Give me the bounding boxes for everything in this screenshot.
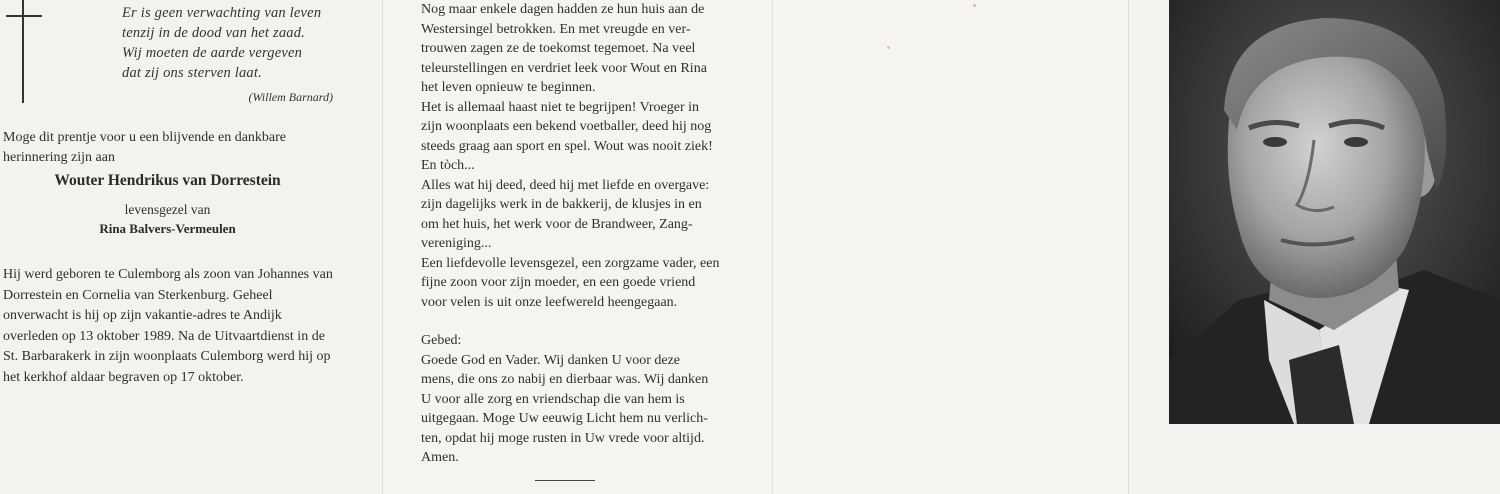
text-line: Een liefdevolle levensgezel, een zorgzame vader, een — [421, 255, 720, 271]
text-line: het leven opnieuw te beginnen. — [421, 80, 596, 95]
portrait-illustration — [1169, 0, 1500, 424]
text-line: zijn dagelijks werk in de bakkerij, de klusjes in en — [421, 197, 702, 212]
poem — [122, 3, 337, 83]
biography: Hij werd geboren te Culemborg als zoon van Johannes van Dorrestein en Cornelia van Sterkenburg. Geheel onverwacht is hij op zijn vakantie-adres te Andijk overleden op 13 oktober 1989. Na de Uitvaartdienst in de St. Barbarakerk in zijn woonplaats Culemborg werd hij op het kerkhof aldaar begraven op 17 oktober. — [3, 267, 333, 385]
text-line: steeds graag aan sport en spel. Wout was nooit ziek! — [421, 138, 713, 154]
paragraph-gap — [421, 312, 751, 331]
text-line: teleurstellingen en verdriet leek voor Wout en Rina — [421, 60, 707, 76]
prayer-line: mens, die ons zo nabij en dierbaar was. Wij danken — [421, 372, 709, 387]
text-line: En tòch... — [421, 158, 475, 173]
text-line: Westersingel betrokken. En met vreugde en ver- — [421, 21, 691, 37]
paper-speck — [887, 46, 890, 49]
portrait-photo — [1169, 0, 1500, 424]
text-line: Het is allemaal haast niet te begrijpen! Vroeger in — [421, 99, 700, 115]
intro-text: Moge dit prentje voor u een blijvende en dankbare herinnering zijn aan — [3, 130, 287, 165]
text-line: voor velen is uit onze leefwereld heengegaan. — [421, 294, 678, 310]
poem-line: dat zij ons sterven laat. — [122, 65, 262, 81]
prayer-line: ten, opdat hij moge rusten in Uw vrede voor altijd. — [421, 430, 705, 446]
poem-author: (Willem Barnard) — [248, 90, 333, 104]
prayer-line: Amen. — [421, 450, 459, 465]
text-line: zijn woonplaats een bekend voetballer, deed hij nog — [421, 119, 712, 134]
text-line: Alles wat hij deed, deed hij met liefde en overgave: — [421, 177, 710, 193]
left-panel — [0, 0, 382, 494]
relation-label: levensgezel van — [124, 202, 211, 217]
poem-line: Wij moeten de aarde vergeven — [122, 45, 303, 61]
prayer-line: U voor alle zorg en vriendschap die van hem is — [421, 391, 685, 407]
text-line: Nog maar enkele dagen hadden ze hun huis aan de — [421, 2, 705, 17]
poem-line: Er is geen verwachting van leven — [122, 5, 322, 21]
photo-panel — [1128, 0, 1500, 494]
poem-line: tenzij in de dood van het zaad. — [122, 25, 305, 41]
text-line: vereniging... — [421, 236, 492, 251]
paper-speck — [973, 4, 976, 7]
closing-rule — [535, 480, 595, 481]
text-line: trouwen zagen ze de toekomst tegemoet. Na veel — [421, 41, 696, 56]
deceased-name: Wouter Hendrikus van Dorrestein — [54, 172, 281, 189]
prayer-line: Goede God en Vader. Wij danken U voor deze — [421, 352, 681, 368]
text-line: om het huis, het werk voor de Brandweer, Zang- — [421, 216, 693, 232]
middle-panel — [382, 0, 773, 494]
prayer-line: uitgegaan. Moge Uw eeuwig Licht hem nu verlich- — [421, 411, 708, 426]
partner-name: Rina Balvers-Vermeulen — [99, 221, 236, 236]
prayer-heading: Gebed: — [421, 333, 462, 348]
blank-panel — [772, 0, 1129, 494]
middle-text — [421, 0, 751, 468]
text-line: fijne zoon voor zijn moeder, en een goede vriend — [421, 275, 696, 290]
